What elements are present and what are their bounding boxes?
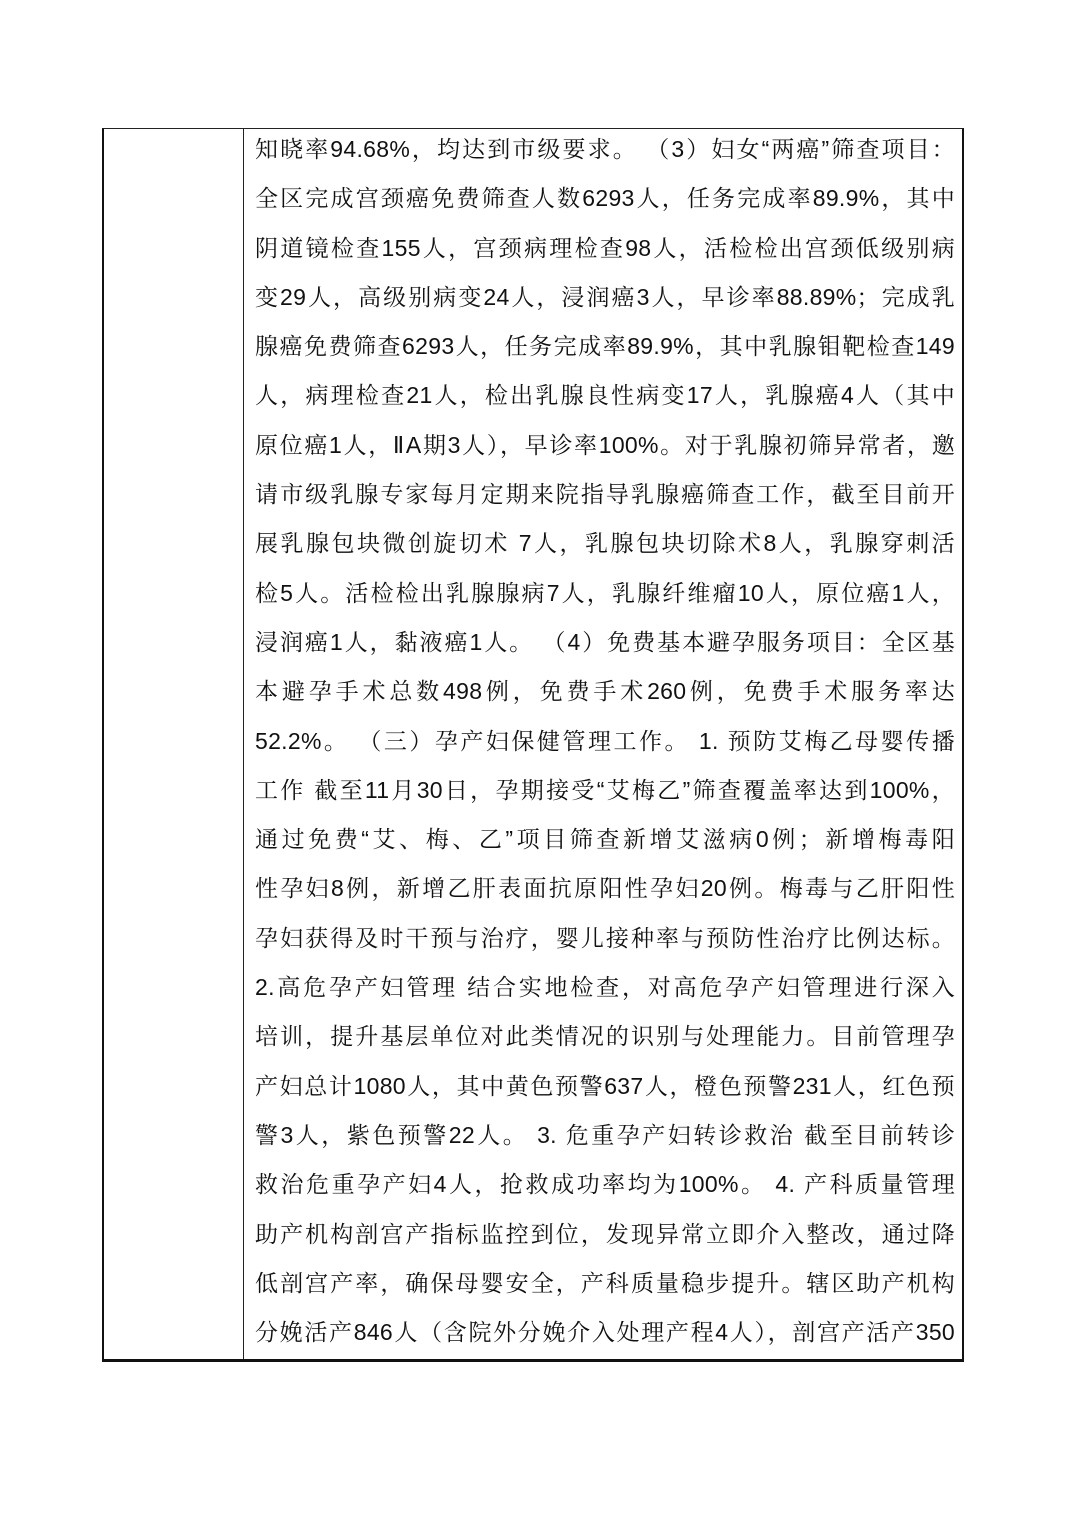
table-right-cell (244, 129, 962, 1359)
text-line: 救治危重孕产妇4人，抢救成功率均为100%。 4. 产科质量管理 (255, 1171, 955, 1198)
document-table (102, 128, 964, 1362)
text-line: 人，病理检查21人，检出乳腺良性病变17人，乳腺癌4人（其中 (255, 382, 955, 409)
table-left-cell (104, 129, 244, 1359)
text-line: 阴道镜检查155人，宫颈病理检查98人，活检检出宫颈低级别病 (255, 234, 955, 261)
text-line: 浸润癌1人，黏液癌1人。 （4）免费基本避孕服务项目：全区基 (255, 628, 955, 655)
text-line: 本避孕手术总数498例，免费手术260例，免费手术服务率达 (255, 678, 955, 705)
text-line: 培训，提升基层单位对此类情况的识别与处理能力。目前管理孕 (255, 1023, 955, 1050)
text-line: 低剖宫产率，确保母婴安全，产科质量稳步提升。辖区助产机构 (255, 1269, 955, 1296)
text-line: 2.高危孕产妇管理 结合实地检查，对高危孕产妇管理进行深入 (255, 974, 955, 1001)
text-line: 请市级乳腺专家每月定期来院指导乳腺癌筛查工作，截至目前开 (255, 481, 955, 508)
text-line: 分娩活产846人（含院外分娩介入处理产程4人），剖宫产活产350 (255, 1319, 955, 1346)
text-line: 检5人。活检检出乳腺腺病7人，乳腺纤维瘤10人，原位癌1人， (255, 579, 955, 606)
text-line: 工作 截至11月30日，孕期接受“艾梅乙”筛查覆盖率达到100%， (255, 776, 955, 803)
text-line: 展乳腺包块微创旋切术 7人，乳腺包块切除术8人，乳腺穿刺活 (255, 530, 955, 557)
text-line: 全区完成宫颈癌免费筛查人数6293人，任务完成率89.9%，其中 (255, 185, 955, 212)
body-text (255, 129, 955, 1357)
text-line: 通过免费“艾、梅、乙”项目筛查新增艾滋病0例；新增梅毒阳 (255, 826, 955, 853)
text-line: 孕妇获得及时干预与治疗，婴儿接种率与预防性治疗比例达标。 (255, 924, 955, 951)
text-line: 产妇总计1080人，其中黄色预警637人，橙色预警231人，红色预 (255, 1072, 955, 1099)
text-line: 性孕妇8例，新增乙肝表面抗原阳性孕妇20例。梅毒与乙肝阳性 (255, 875, 955, 902)
text-line: 警3人，紫色预警22人。 3. 危重孕产妇转诊救治 截至目前转诊 (255, 1121, 955, 1148)
text-line: 知晓率94.68%，均达到市级要求。 （3）妇女“两癌”筛查项目： (255, 136, 955, 162)
text-line: 原位癌1人，ⅡA期3人），早诊率100%。对于乳腺初筛异常者，邀 (255, 431, 955, 458)
text-line: 变29人，高级别病变24人，浸润癌3人，早诊率88.89%；完成乳 (255, 283, 955, 310)
text-line: 助产机构剖宫产指标监控到位，发现异常立即介入整改，通过降 (255, 1220, 955, 1247)
text-line: 52.2%。 （三）孕产妇保健管理工作。 1. 预防艾梅乙母婴传播 (255, 727, 955, 754)
text-line: 腺癌免费筛查6293人，任务完成率89.9%，其中乳腺钼靶检查149 (255, 333, 955, 360)
